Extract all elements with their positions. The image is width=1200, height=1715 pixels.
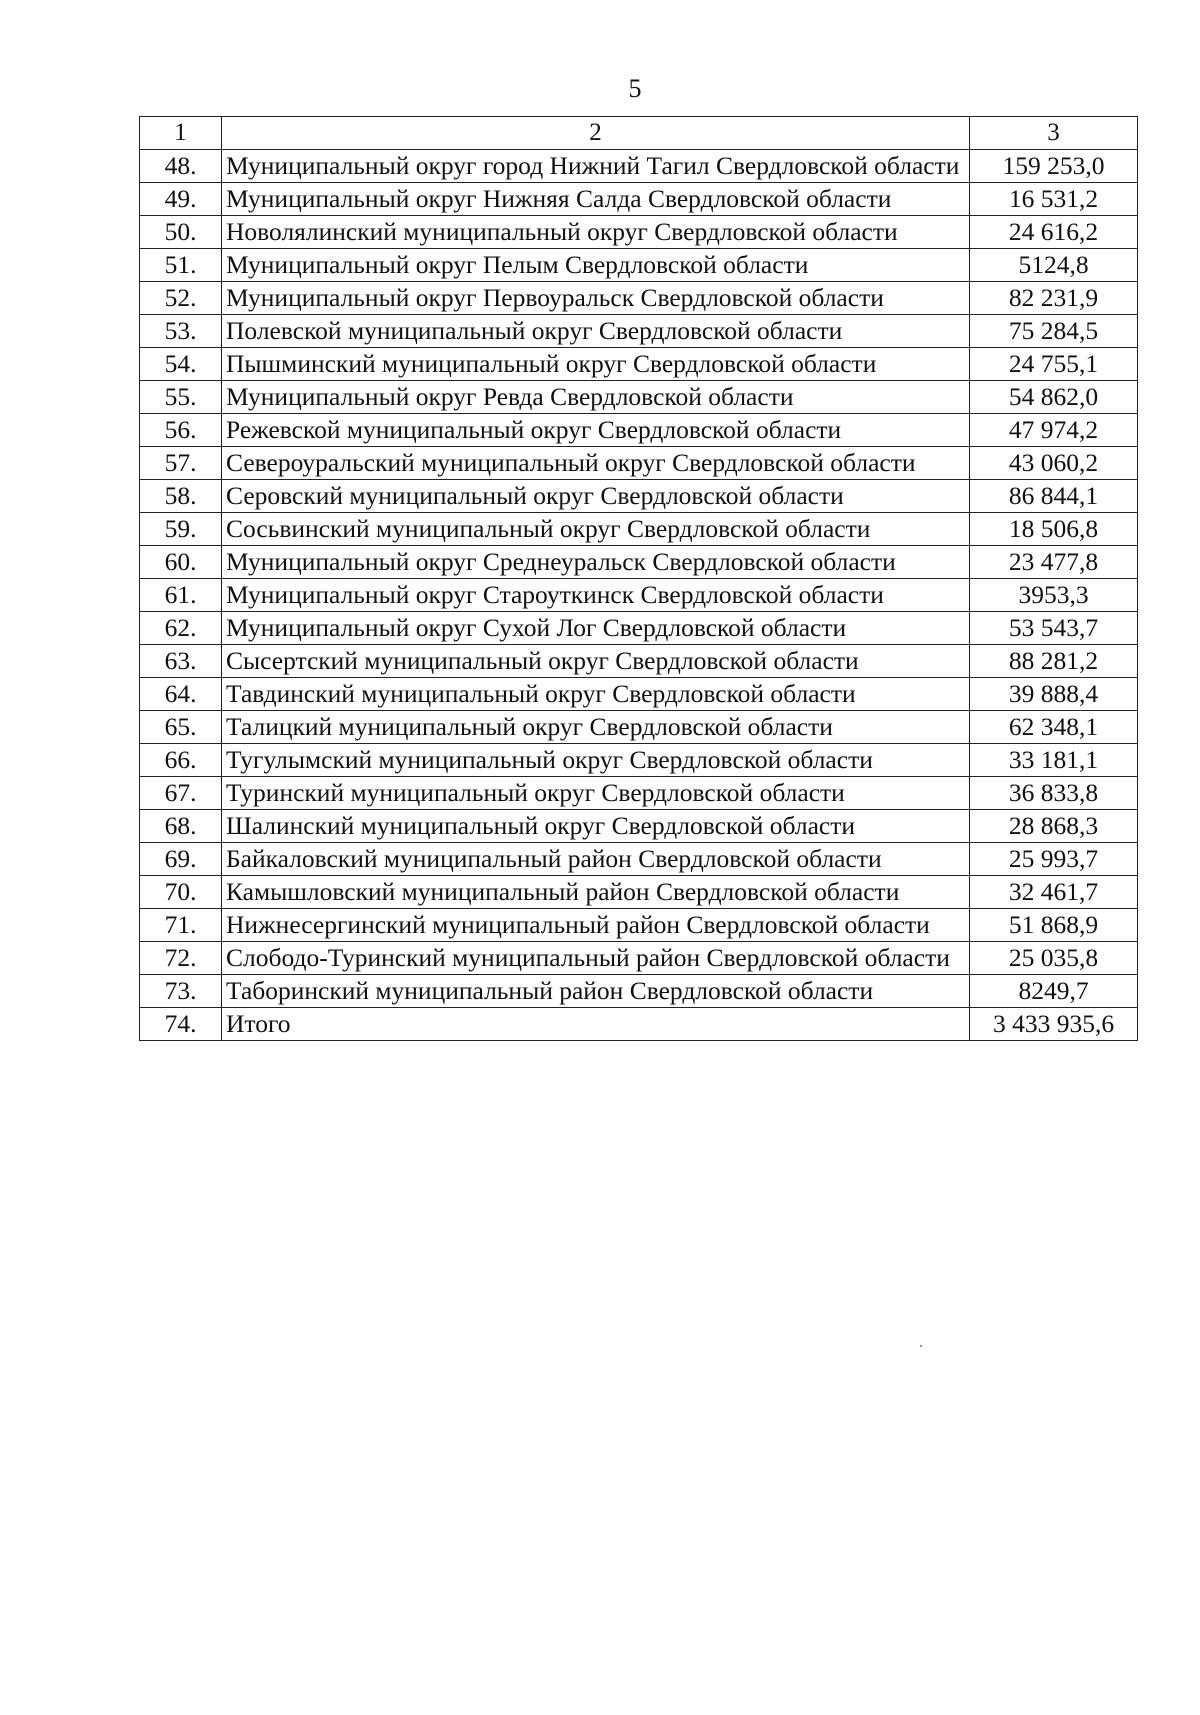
amount-value: 23 477,8 [970, 546, 1138, 579]
amount-value: 25 035,8 [970, 942, 1138, 975]
municipality-name: Муниципальный округ Сухой Лог Свердловской области [222, 612, 970, 645]
amount-value: 86 844,1 [970, 480, 1138, 513]
row-number: 61. [140, 579, 222, 612]
municipality-name: Тугулымский муниципальный округ Свердловской области [222, 744, 970, 777]
amount-value: 28 868,3 [970, 810, 1138, 843]
table-row [140, 942, 1138, 975]
amount-value: 3 433 935,6 [970, 1008, 1138, 1041]
table-row [140, 414, 1138, 447]
row-number: 49. [140, 183, 222, 216]
amount-value: 39 888,4 [970, 678, 1138, 711]
municipality-name: Режевской муниципальный округ Свердловской области [222, 414, 970, 447]
row-number: 55. [140, 381, 222, 414]
row-number: 68. [140, 810, 222, 843]
table-header-row [140, 117, 1138, 150]
column-header-value: 3 [970, 117, 1138, 150]
table-row [140, 645, 1138, 678]
row-number: 48. [140, 150, 222, 183]
municipality-name: Пышминский муниципальный округ Свердловской области [222, 348, 970, 381]
municipality-name: Талицкий муниципальный округ Свердловской области [222, 711, 970, 744]
municipality-name: Итого [222, 1008, 970, 1041]
amount-value: 24 755,1 [970, 348, 1138, 381]
amount-value: 75 284,5 [970, 315, 1138, 348]
amount-value: 25 993,7 [970, 843, 1138, 876]
municipality-name: Муниципальный округ город Нижний Тагил Свердловской области [222, 150, 970, 183]
page-number: 5 [628, 74, 642, 103]
row-number: 52. [140, 282, 222, 315]
table-row [140, 282, 1138, 315]
amount-value: 8249,7 [970, 975, 1138, 1008]
row-number: 62. [140, 612, 222, 645]
amount-value: 47 974,2 [970, 414, 1138, 447]
table-row [140, 744, 1138, 777]
amount-value: 82 231,9 [970, 282, 1138, 315]
municipality-name: Североуральский муниципальный округ Свердловской области [222, 447, 970, 480]
table-row [140, 183, 1138, 216]
amount-value: 53 543,7 [970, 612, 1138, 645]
row-number: 57. [140, 447, 222, 480]
table-row [140, 843, 1138, 876]
row-number: 72. [140, 942, 222, 975]
row-number: 65. [140, 711, 222, 744]
municipality-name: Муниципальный округ Пелым Свердловской области [222, 249, 970, 282]
amount-value: 159 253,0 [970, 150, 1138, 183]
row-number: 54. [140, 348, 222, 381]
municipality-name: Муниципальный округ Ревда Свердловской области [222, 381, 970, 414]
municipality-name: Муниципальный округ Среднеуральск Свердловской области [222, 546, 970, 579]
amount-value: 51 868,9 [970, 909, 1138, 942]
row-number: 70. [140, 876, 222, 909]
municipality-name: Муниципальный округ Первоуральск Свердловской области [222, 282, 970, 315]
amount-value: 3953,3 [970, 579, 1138, 612]
municipality-name: Слободо-Туринский муниципальный район Свердловской области [222, 942, 970, 975]
amount-value: 43 060,2 [970, 447, 1138, 480]
row-number: 59. [140, 513, 222, 546]
municipality-name: Серовский муниципальный округ Свердловской области [222, 480, 970, 513]
row-number: 58. [140, 480, 222, 513]
row-number: 51. [140, 249, 222, 282]
table-row [140, 1008, 1138, 1041]
table-row [140, 216, 1138, 249]
municipality-name: Таборинский муниципальный район Свердловской области [222, 975, 970, 1008]
row-number: 56. [140, 414, 222, 447]
row-number: 74. [140, 1008, 222, 1041]
table-body [140, 117, 1138, 1041]
municipality-name: Новолялинский муниципальный округ Свердловской области [222, 216, 970, 249]
table-row [140, 711, 1138, 744]
table-row [140, 909, 1138, 942]
column-header-number: 1 [140, 117, 222, 150]
table-row [140, 150, 1138, 183]
row-number: 63. [140, 645, 222, 678]
municipality-name: Сосьвинский муниципальный округ Свердловской области [222, 513, 970, 546]
table-row [140, 579, 1138, 612]
row-number: 60. [140, 546, 222, 579]
table-row [140, 612, 1138, 645]
amount-value: 33 181,1 [970, 744, 1138, 777]
table-row [140, 513, 1138, 546]
municipality-name: Байкаловский муниципальный район Свердловской области [222, 843, 970, 876]
amount-value: 54 862,0 [970, 381, 1138, 414]
table-row [140, 810, 1138, 843]
amount-value: 18 506,8 [970, 513, 1138, 546]
municipality-name: Муниципальный округ Староуткинск Свердловской области [222, 579, 970, 612]
row-number: 73. [140, 975, 222, 1008]
table-row [140, 381, 1138, 414]
municipality-name: Нижнесергинский муниципальный район Свердловской области [222, 909, 970, 942]
municipality-name: Муниципальный округ Нижняя Салда Свердловской области [222, 183, 970, 216]
row-number: 71. [140, 909, 222, 942]
table-row [140, 348, 1138, 381]
table-row [140, 876, 1138, 909]
table-row [140, 546, 1138, 579]
amount-value: 62 348,1 [970, 711, 1138, 744]
amount-value: 88 281,2 [970, 645, 1138, 678]
row-number: 69. [140, 843, 222, 876]
row-number: 64. [140, 678, 222, 711]
row-number: 67. [140, 777, 222, 810]
row-number: 53. [140, 315, 222, 348]
row-number: 50. [140, 216, 222, 249]
row-number: 66. [140, 744, 222, 777]
column-header-name: 2 [222, 117, 970, 150]
municipality-name: Туринский муниципальный округ Свердловской области [222, 777, 970, 810]
municipality-name: Полевской муниципальный округ Свердловской области [222, 315, 970, 348]
table-row [140, 447, 1138, 480]
amount-value: 5124,8 [970, 249, 1138, 282]
municipality-name: Камышловский муниципальный район Свердловской области [222, 876, 970, 909]
municipality-name: Сысертский муниципальный округ Свердловской области [222, 645, 970, 678]
allocation-table [139, 116, 1138, 1041]
amount-value: 32 461,7 [970, 876, 1138, 909]
municipality-name: Тавдинский муниципальный округ Свердловской области [222, 678, 970, 711]
amount-value: 24 616,2 [970, 216, 1138, 249]
table-row [140, 249, 1138, 282]
municipality-name: Шалинский муниципальный округ Свердловской области [222, 810, 970, 843]
table-row [140, 315, 1138, 348]
table-row [140, 777, 1138, 810]
table-row [140, 480, 1138, 513]
table-row [140, 678, 1138, 711]
table-row [140, 975, 1138, 1008]
amount-value: 16 531,2 [970, 183, 1138, 216]
scan-speck [920, 1345, 922, 1347]
amount-value: 36 833,8 [970, 777, 1138, 810]
